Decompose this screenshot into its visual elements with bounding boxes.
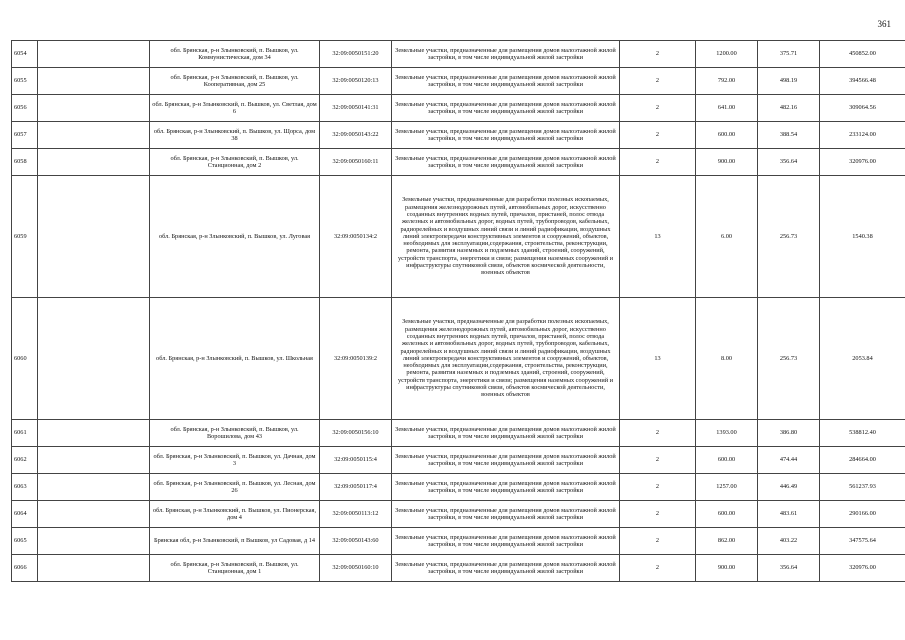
area-cell: 900.00 bbox=[696, 149, 758, 176]
land-use-cell: Земельные участки, предназначенные для разработки полезных ископаемых, размещения железнодорожных путей, автомобильных дорог, искусственно созданных внутренних водных путей, причалов, пристаней, полос отвода железных и автомобильных дорог, водных путей, трубопроводов, кабельных, радиорелейных и воздушных линий связи и линий радиофикации, воздушных линий электропередачи конструктивных элементов и сооружений, объектов, необходимых для эксплуатации,содержания, строительства, реконструкции, ремонта, развития наземных и подземных зданий, строений, сооружений, устройств транспорта, энергетики и связи; размещения наземных сооружений и инфраструктуры спутниковой связи, объектов космической деятельности, военных объектов bbox=[392, 176, 620, 298]
area-cell: 1200.00 bbox=[696, 41, 758, 68]
address-cell: обл. Брянская, р-н Злынковский, п. Вышков, ул. Луговая bbox=[150, 176, 320, 298]
cadastral-value-cell: 284664.00 bbox=[820, 447, 905, 474]
land-plot-table bbox=[11, 40, 905, 582]
row-number: 6062 bbox=[12, 447, 38, 474]
address-cell: обл. Брянская, р-н Злынковский, п. Вышков, ул. Светлая, дом 6 bbox=[150, 95, 320, 122]
unit-value-cell: 483.61 bbox=[758, 501, 820, 528]
area-cell: 862.00 bbox=[696, 528, 758, 555]
address-cell: обл. Брянская, р-н Злынковский, п. Вышков, ул. Школьная bbox=[150, 298, 320, 420]
land-use-group-cell: 2 bbox=[620, 447, 696, 474]
blank-column bbox=[38, 298, 150, 420]
table-row bbox=[12, 474, 905, 501]
cadastral-value-cell: 320976.00 bbox=[820, 555, 905, 582]
table-row bbox=[12, 122, 905, 149]
land-use-cell: Земельные участки, предназначенные для размещения домов малоэтажной жилой застройки, в том числе индивидуальной жилой застройки bbox=[392, 420, 620, 447]
area-cell: 6.00 bbox=[696, 176, 758, 298]
address-cell: обл. Брянская, р-н Злынковский, п. Вышков, ул. Кооперативная, дом 25 bbox=[150, 68, 320, 95]
unit-value-cell: 498.19 bbox=[758, 68, 820, 95]
table-row bbox=[12, 176, 905, 298]
cadastral-number-cell: 32:09:0050113:12 bbox=[320, 501, 392, 528]
land-use-group-cell: 2 bbox=[620, 68, 696, 95]
address-cell: Брянская обл, р-н Злынковский, п Вышков, ул Садовая, д 14 bbox=[150, 528, 320, 555]
land-use-group-cell: 2 bbox=[620, 501, 696, 528]
cadastral-value-cell: 309064.56 bbox=[820, 95, 905, 122]
address-cell: обл. Брянская, р-н Злынковский, п. Вышков, ул. Пионерская, дом 4 bbox=[150, 501, 320, 528]
address-cell: обл. Брянская, р-н Злынковский, п. Вышков, ул. Станционная, дом 2 bbox=[150, 149, 320, 176]
unit-value-cell: 356.64 bbox=[758, 149, 820, 176]
blank-column bbox=[38, 176, 150, 298]
table-row bbox=[12, 555, 905, 582]
cadastral-number-cell: 32:09:0050134:2 bbox=[320, 176, 392, 298]
row-number: 6059 bbox=[12, 176, 38, 298]
cadastral-number-cell: 32:09:0050115:4 bbox=[320, 447, 392, 474]
land-use-cell: Земельные участки, предназначенные для размещения домов малоэтажной жилой застройки, в том числе индивидуальной жилой застройки bbox=[392, 447, 620, 474]
land-use-group-cell: 13 bbox=[620, 176, 696, 298]
unit-value-cell: 482.16 bbox=[758, 95, 820, 122]
cadastral-number-cell: 32:09:0050120:13 bbox=[320, 68, 392, 95]
unit-value-cell: 474.44 bbox=[758, 447, 820, 474]
blank-column bbox=[38, 447, 150, 474]
row-number: 6063 bbox=[12, 474, 38, 501]
blank-column bbox=[38, 474, 150, 501]
land-use-cell: Земельные участки, предназначенные для размещения домов малоэтажной жилой застройки, в том числе индивидуальной жилой застройки bbox=[392, 149, 620, 176]
blank-column bbox=[38, 41, 150, 68]
table-row bbox=[12, 420, 905, 447]
land-use-cell: Земельные участки, предназначенные для размещения домов малоэтажной жилой застройки, в том числе индивидуальной жилой застройки bbox=[392, 41, 620, 68]
blank-column bbox=[38, 149, 150, 176]
table-row bbox=[12, 41, 905, 68]
area-cell: 600.00 bbox=[696, 447, 758, 474]
table-row bbox=[12, 95, 905, 122]
row-number: 6060 bbox=[12, 298, 38, 420]
page-number: 361 bbox=[877, 19, 891, 29]
unit-value-cell: 356.64 bbox=[758, 555, 820, 582]
cadastral-number-cell: 32:09:0050160:10 bbox=[320, 555, 392, 582]
cadastral-number-cell: 32:09:0050151:20 bbox=[320, 41, 392, 68]
blank-column bbox=[38, 122, 150, 149]
cadastral-value-cell: 2053.84 bbox=[820, 298, 905, 420]
row-number: 6061 bbox=[12, 420, 38, 447]
table-row bbox=[12, 149, 905, 176]
unit-value-cell: 375.71 bbox=[758, 41, 820, 68]
area-cell: 600.00 bbox=[696, 501, 758, 528]
land-use-group-cell: 2 bbox=[620, 474, 696, 501]
land-use-group-cell: 13 bbox=[620, 298, 696, 420]
unit-value-cell: 256.73 bbox=[758, 176, 820, 298]
land-use-cell: Земельные участки, предназначенные для разработки полезных ископаемых, размещения железнодорожных путей, автомобильных дорог, искусственно созданных внутренних водных путей, причалов, пристаней, полос отвода железных и автомобильных дорог, водных путей, трубопроводов, кабельных, радиорелейных и воздушных линий связи и линий радиофикации, воздушных линий электропередачи конструктивных элементов и сооружений, объектов, необходимых для эксплуатации,содержания, строительства, реконструкции, ремонта, развития наземных и подземных зданий, строений, сооружений, устройств транспорта, энергетики и связи; размещения наземных сооружений и инфраструктуры спутниковой связи, объектов космической деятельности, военных объектов bbox=[392, 298, 620, 420]
unit-value-cell: 386.80 bbox=[758, 420, 820, 447]
cadastral-value-cell: 394566.48 bbox=[820, 68, 905, 95]
row-number: 6064 bbox=[12, 501, 38, 528]
cadastral-number-cell: 32:09:0050141:31 bbox=[320, 95, 392, 122]
land-use-group-cell: 2 bbox=[620, 95, 696, 122]
area-cell: 900.00 bbox=[696, 555, 758, 582]
blank-column bbox=[38, 501, 150, 528]
blank-column bbox=[38, 95, 150, 122]
table-row bbox=[12, 447, 905, 474]
cadastral-value-cell: 347575.64 bbox=[820, 528, 905, 555]
cadastral-value-cell: 233124.00 bbox=[820, 122, 905, 149]
land-use-cell: Земельные участки, предназначенные для размещения домов малоэтажной жилой застройки, в том числе индивидуальной жилой застройки bbox=[392, 528, 620, 555]
area-cell: 600.00 bbox=[696, 122, 758, 149]
unit-value-cell: 403.22 bbox=[758, 528, 820, 555]
blank-column bbox=[38, 528, 150, 555]
land-use-group-cell: 2 bbox=[620, 149, 696, 176]
land-use-cell: Земельные участки, предназначенные для размещения домов малоэтажной жилой застройки, в том числе индивидуальной жилой застройки bbox=[392, 122, 620, 149]
table-row bbox=[12, 298, 905, 420]
land-use-cell: Земельные участки, предназначенные для размещения домов малоэтажной жилой застройки, в том числе индивидуальной жилой застройки bbox=[392, 95, 620, 122]
area-cell: 1393.00 bbox=[696, 420, 758, 447]
cadastral-value-cell: 1540.38 bbox=[820, 176, 905, 298]
unit-value-cell: 388.54 bbox=[758, 122, 820, 149]
unit-value-cell: 446.49 bbox=[758, 474, 820, 501]
land-use-cell: Земельные участки, предназначенные для размещения домов малоэтажной жилой застройки, в том числе индивидуальной жилой застройки bbox=[392, 474, 620, 501]
area-cell: 641.00 bbox=[696, 95, 758, 122]
land-use-group-cell: 2 bbox=[620, 555, 696, 582]
cadastral-value-cell: 290166.00 bbox=[820, 501, 905, 528]
address-cell: обл. Брянская, р-н Злынковский, п. Вышков, ул. Дачная, дом 3 bbox=[150, 447, 320, 474]
land-use-group-cell: 2 bbox=[620, 420, 696, 447]
unit-value-cell: 256.73 bbox=[758, 298, 820, 420]
address-cell: обл. Брянская, р-н Злынковский, п. Вышков, ул. Станционная, дом 1 bbox=[150, 555, 320, 582]
table-row bbox=[12, 528, 905, 555]
blank-column bbox=[38, 555, 150, 582]
cadastral-number-cell: 32:09:0050139:2 bbox=[320, 298, 392, 420]
row-number: 6057 bbox=[12, 122, 38, 149]
cadastral-number-cell: 32:09:0050160:11 bbox=[320, 149, 392, 176]
address-cell: обл. Брянская, р-н Злынковский, п. Вышков, ул. Щорса, дом 38 bbox=[150, 122, 320, 149]
cadastral-value-cell: 450852.00 bbox=[820, 41, 905, 68]
row-number: 6055 bbox=[12, 68, 38, 95]
cadastral-number-cell: 32:09:0050156:10 bbox=[320, 420, 392, 447]
cadastral-number-cell: 32:09:0050117:4 bbox=[320, 474, 392, 501]
area-cell: 792.00 bbox=[696, 68, 758, 95]
cadastral-value-cell: 538812.40 bbox=[820, 420, 905, 447]
land-use-group-cell: 2 bbox=[620, 122, 696, 149]
address-cell: обл. Брянская, р-н Злынковский, п. Вышков, ул. Коммунистическая, дом 34 bbox=[150, 41, 320, 68]
area-cell: 1257.00 bbox=[696, 474, 758, 501]
address-cell: обл. Брянская, р-н Злынковский, п. Вышков, ул. Ворошилова, дом 43 bbox=[150, 420, 320, 447]
area-cell: 8.00 bbox=[696, 298, 758, 420]
land-use-cell: Земельные участки, предназначенные для размещения домов малоэтажной жилой застройки, в том числе индивидуальной жилой застройки bbox=[392, 501, 620, 528]
blank-column bbox=[38, 68, 150, 95]
cadastral-value-cell: 561237.93 bbox=[820, 474, 905, 501]
row-number: 6065 bbox=[12, 528, 38, 555]
land-use-group-cell: 2 bbox=[620, 528, 696, 555]
table-row bbox=[12, 68, 905, 95]
row-number: 6054 bbox=[12, 41, 38, 68]
row-number: 6056 bbox=[12, 95, 38, 122]
cadastral-number-cell: 32:09:0050143:60 bbox=[320, 528, 392, 555]
land-use-group-cell: 2 bbox=[620, 41, 696, 68]
row-number: 6066 bbox=[12, 555, 38, 582]
cadastral-value-cell: 320976.00 bbox=[820, 149, 905, 176]
table-row bbox=[12, 501, 905, 528]
cadastral-number-cell: 32:09:0050143:22 bbox=[320, 122, 392, 149]
land-use-cell: Земельные участки, предназначенные для размещения домов малоэтажной жилой застройки, в том числе индивидуальной жилой застройки bbox=[392, 68, 620, 95]
blank-column bbox=[38, 420, 150, 447]
row-number: 6058 bbox=[12, 149, 38, 176]
land-use-cell: Земельные участки, предназначенные для размещения домов малоэтажной жилой застройки, в том числе индивидуальной жилой застройки bbox=[392, 555, 620, 582]
address-cell: обл. Брянская, р-н Злынковский, п. Вышков, ул. Лесная, дом 26 bbox=[150, 474, 320, 501]
